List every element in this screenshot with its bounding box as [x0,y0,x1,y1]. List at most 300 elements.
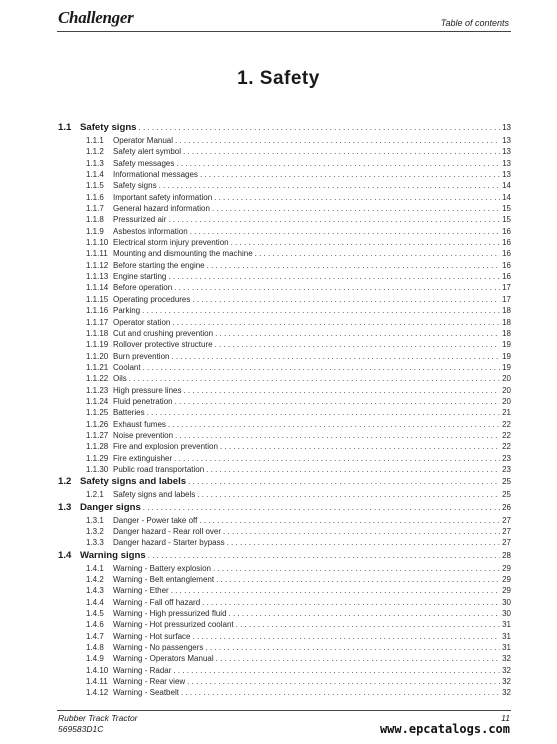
dot-leader [173,666,500,675]
dot-leader [183,147,500,156]
dot-leader [216,575,500,584]
toc-entry[interactable] [58,490,511,501]
toc-entry-label [86,215,166,224]
toc-entry-page: 29 [502,563,511,573]
toc-entry[interactable] [58,408,511,419]
dot-leader [199,516,500,525]
toc-entry-title: Parking [113,306,141,316]
toc-entry[interactable] [58,238,511,249]
toc-entry-page: 25 [502,490,511,500]
toc-entry-label [86,688,179,697]
toc-entry-number: 1.1.3 [86,158,104,168]
toc-entry-page: 30 [502,597,511,607]
toc-entry-number: 1.1.20 [86,351,109,361]
toc-entry-title: Fire and explosion prevention [113,442,218,452]
toc-entry-page: 31 [502,620,511,630]
dot-leader [187,677,500,686]
footer-document-info [58,713,138,735]
toc-entry-label [86,442,218,451]
toc-entry-label [86,340,213,349]
toc-entry[interactable] [58,564,511,575]
toc-entry-label [86,249,253,258]
toc-entry-number: 1.1.4 [86,170,104,180]
toc-entry[interactable] [58,215,511,226]
toc-entry-title: Noise prevention [113,430,174,440]
watermark-link[interactable]: www.epcatalogs.com [379,722,510,736]
toc-entry-page: 16 [502,249,511,259]
toc-entry[interactable] [58,527,511,538]
dot-leader [168,215,500,224]
toc-entry-title: Operating procedures [113,294,191,304]
toc-entry-page: 13 [502,170,511,180]
toc-entry-title: Electrical storm injury prevention [113,238,229,248]
toc-section[interactable] [58,550,511,564]
toc-entry-number: 1.4.11 [86,677,108,687]
toc-entry-number: 1.4.4 [86,597,104,607]
toc-entry-title: Safety signs and labels [113,490,196,500]
toc-entry-title: Engine starting [113,272,167,282]
toc-entry-number: 1.4.7 [86,631,104,641]
toc-entry-number: 1.1.24 [86,396,109,406]
toc-entry-page: 29 [502,586,511,596]
toc-section-page: 25 [502,477,511,487]
toc-entry-number: 1.2.1 [86,490,104,500]
toc-entry-title: Operator station [113,317,171,327]
toc-entry[interactable] [58,643,511,654]
toc-entry-page: 13 [502,158,511,168]
toc-entry-page: 19 [502,340,511,350]
toc-entry-title: Danger hazard - Rear roll over [113,527,222,536]
toc-entry-number: 1.1.28 [86,442,109,452]
toc-entry-number: 1.1.1 [86,136,104,145]
toc-entry-title: Warning - High pressurized fluid [113,609,227,619]
dot-leader [229,609,501,618]
toc-entry-number: 1.1.26 [86,419,109,429]
dot-leader [147,408,501,417]
toc-entry-number: 1.1.14 [86,283,109,293]
toc-entry-title: Mounting and dismounting the machine [113,249,253,259]
toc-entry-number: 1.1.21 [86,362,109,372]
challenger-logo: Challenger [58,8,134,27]
footer-title: Rubber Track Tractor [58,713,138,723]
toc-section-label [58,476,186,487]
dot-leader [143,363,501,372]
toc-entry-title: Safety alert symbol [113,147,182,157]
toc-entry-number: 1.4.10 [86,665,109,675]
dot-leader [190,227,500,236]
toc-entry-page: 18 [502,328,511,338]
toc-entry-title: Pressurized air [113,215,167,225]
toc-section-label [58,502,141,513]
toc-entry[interactable] [58,340,511,351]
toc-entry[interactable] [58,632,511,643]
toc-entry-label [86,564,211,573]
toc-entry-label [86,261,205,270]
toc-section-number: 1.3 [58,501,72,513]
toc-entry-title: Warning - Fall off hazard [113,597,201,607]
toc-entry-title: Safety messages [113,158,175,168]
toc-entry-title: Warning - Hot surface [113,631,191,641]
dot-leader [183,386,500,395]
toc-entry-page: 23 [502,464,511,474]
toc-entry-label [86,283,172,292]
dot-leader [197,490,500,499]
dot-leader [223,527,500,536]
toc-entry-page: 18 [502,317,511,327]
toc-entry-number: 1.4.12 [86,688,109,698]
toc-entry-title: Warning - Ether [113,586,169,596]
toc-entry-number: 1.1.7 [86,204,104,214]
toc-entry[interactable] [58,147,511,158]
dot-leader [227,538,500,547]
toc-entry-title: Before starting the engine [113,260,205,270]
toc-entry-page: 20 [502,374,511,384]
toc-entry-page: 22 [502,442,511,452]
toc-entry-number: 1.1.19 [86,340,109,350]
toc-entry-page: 31 [502,631,511,641]
toc-entry-number: 1.4.8 [86,643,104,653]
toc-entry-number: 1.1.2 [86,147,104,157]
toc-entry-page: 16 [502,226,511,236]
toc-entry-number: 1.3.2 [86,527,104,536]
toc-entry-page: 17 [502,283,511,293]
toc-entry-page: 20 [502,385,511,395]
toc-entry[interactable] [58,609,511,620]
dot-leader [216,654,500,663]
toc-entry-number: 1.1.9 [86,226,104,236]
toc-entry-number: 1.4.5 [86,609,104,619]
dot-leader [159,181,501,190]
table-of-contents [58,122,511,700]
toc-entry-page: 19 [502,351,511,361]
dot-leader [206,465,500,474]
dot-leader [214,193,500,202]
toc-entry[interactable] [58,227,511,238]
page-title: 1. Safety [237,68,320,89]
toc-section-number: 1.2 [58,476,72,488]
toc-entry[interactable] [58,170,511,181]
toc-entry-label [86,306,140,315]
toc-entry[interactable] [58,620,511,631]
toc-entry-page: 15 [502,215,511,225]
toc-entry-page: 18 [502,306,511,316]
toc-entry[interactable] [58,397,511,408]
toc-entry-page: 14 [502,192,511,202]
toc-entry-label [86,677,185,686]
toc-entry-page: 13 [502,147,511,157]
toc-entry-label [86,431,173,440]
toc-section[interactable] [58,476,511,490]
toc-section[interactable] [58,122,511,136]
toc-entry-label [86,632,191,641]
toc-entry-label [86,575,214,584]
toc-entry[interactable] [58,136,511,147]
toc-entry-title: Fire extinguisher [113,453,173,463]
toc-entry[interactable] [58,538,511,549]
toc-entry[interactable] [58,465,511,476]
toc-entry-page: 23 [502,453,511,463]
toc-section-page: 13 [502,123,511,132]
toc-entry-number: 1.1.10 [86,238,109,248]
toc-entry-number: 1.1.27 [86,430,109,440]
toc-entry-page: 27 [502,538,511,548]
toc-entry-number: 1.1.23 [86,385,109,395]
toc-entry-label [86,454,172,463]
dot-leader [205,643,500,652]
toc-entry[interactable] [58,688,511,699]
toc-entry-number: 1.1.13 [86,272,109,282]
toc-entry-title: Warning - Seatbelt [113,688,179,698]
dot-leader [207,261,500,270]
toc-section[interactable] [58,502,511,516]
toc-entry-page: 32 [502,665,511,675]
toc-entry-title: Important safety information [113,192,213,202]
toc-entry[interactable] [58,318,511,329]
toc-entry-label [86,586,169,595]
toc-entry-page: 21 [502,408,511,418]
toc-entry-number: 1.4.6 [86,620,104,630]
toc-entry[interactable] [58,329,511,340]
toc-entry-page: 20 [502,396,511,406]
toc-entry-page: 30 [502,609,511,619]
toc-entry-number: 1.1.22 [86,374,109,384]
toc-entry[interactable] [58,352,511,363]
toc-entry-title: Danger hazard - Starter bypass [113,538,225,548]
toc-entry[interactable] [58,677,511,688]
toc-entry-title: Warning - No passengers [113,643,204,653]
toc-entry-label [86,272,166,281]
toc-entry[interactable] [58,181,511,192]
toc-entry-label [86,397,173,406]
dot-leader [215,340,501,349]
toc-entry[interactable] [58,654,511,665]
toc-entry-label [86,181,157,190]
toc-entry-number: 1.3.3 [86,538,104,548]
toc-entry-label [86,420,166,429]
toc-entry-label [86,374,127,383]
toc-entry[interactable] [58,420,511,431]
toc-entry-page: 32 [502,654,511,664]
toc-entry-label [86,386,181,395]
dot-leader [175,397,501,406]
toc-section-title: Safety signs and labels [80,476,187,488]
toc-entry-label [86,136,173,145]
toc-entry-title: Rollover protective structure [113,340,213,350]
toc-entry-page: 22 [502,430,511,440]
dot-leader [215,329,500,338]
toc-entry[interactable] [58,374,511,385]
toc-section-title: Danger signs [80,501,141,513]
dot-leader [213,564,500,573]
toc-entry-page: 13 [502,136,511,145]
toc-entry-number: 1.1.25 [86,408,109,418]
toc-entry[interactable] [58,363,511,374]
toc-entry-number: 1.4.3 [86,586,104,596]
toc-entry-title: Asbestos information [113,226,188,236]
dot-leader [220,442,500,451]
toc-entry[interactable] [58,454,511,465]
toc-entry-page: 16 [502,238,511,248]
toc-entry[interactable] [58,306,511,317]
toc-entry[interactable] [58,442,511,453]
toc-entry-label [86,654,214,663]
dot-leader [175,431,500,440]
dot-leader [255,249,500,258]
toc-section-page: 28 [502,550,511,560]
toc-entry[interactable] [58,666,511,677]
toc-entry-title: Warning - Operators Manual [113,654,214,664]
toc-entry[interactable] [58,261,511,272]
toc-entry-title: Batteries [113,408,145,418]
toc-section-number: 1.1 [58,122,72,133]
toc-entry-page: 27 [502,527,511,536]
toc-entry[interactable] [58,598,511,609]
toc-entry[interactable] [58,204,511,215]
toc-entry-number: 1.1.8 [86,215,104,225]
toc-section-label [58,550,146,561]
toc-entry[interactable] [58,516,511,527]
toc-entry-label [86,620,234,629]
toc-entry-label [86,598,200,607]
dot-leader [181,688,500,697]
toc-entry-number: 1.1.5 [86,181,104,191]
toc-entry-page: 27 [502,515,511,525]
toc-entry-number: 1.1.12 [86,260,109,270]
toc-entry-number: 1.1.6 [86,192,104,202]
toc-entry-label [86,295,190,304]
toc-entry-label [86,538,225,547]
toc-entry-page: 31 [502,643,511,653]
toc-entry-label [86,147,181,156]
header-divider [57,31,511,32]
toc-entry-label [86,193,212,202]
toc-entry-number: 1.1.29 [86,453,109,463]
toc-entry-title: Exhaust fumes [113,419,166,429]
toc-entry-page: 16 [502,260,511,270]
toc-section-title: Safety signs [80,122,137,133]
footer-code: 569583D1C [58,724,104,734]
toc-entry-number: 1.4.9 [86,654,104,664]
toc-entry-title: Coolant [113,362,141,372]
dot-leader [172,318,500,327]
toc-entry-label [86,238,229,247]
dot-leader [171,352,500,361]
toc-entry[interactable] [58,295,511,306]
toc-entry-title: Cut and crushing prevention [113,328,214,338]
toc-entry[interactable] [58,159,511,170]
toc-entry-title: High pressure lines [113,385,182,395]
toc-entry-title: Oils [113,374,127,384]
toc-entry-page: 29 [502,575,511,585]
toc-section-title: Warning signs [80,549,146,561]
toc-entry-number: 1.1.18 [86,328,109,338]
toc-section-label [58,122,137,133]
dot-leader [168,420,500,429]
toc-entry-title: General hazard information [113,204,210,214]
toc-entry-title: Fluid penetration [113,396,173,406]
dot-leader [200,170,500,179]
toc-entry-title: Warning - Belt entanglement [113,575,215,585]
toc-entry-number: 1.1.30 [86,464,109,474]
toc-entry-title: Before operation [113,283,173,293]
toc-entry-label [86,329,213,338]
toc-entry-label [86,465,204,474]
dot-leader [175,136,500,145]
toc-entry-number: 1.4.2 [86,575,104,585]
toc-entry-label [86,527,221,536]
toc-entry-label [86,352,169,361]
dot-leader [148,551,500,560]
toc-entry[interactable] [58,386,511,397]
toc-entry[interactable] [58,283,511,294]
toc-entry[interactable] [58,575,511,586]
toc-entry-label [86,159,174,168]
toc-entry-page: 19 [502,362,511,372]
toc-entry-label [86,516,197,525]
dot-leader [192,295,500,304]
toc-entry-label [86,643,203,652]
toc-entry-label [86,170,198,179]
toc-entry-page: 22 [502,419,511,429]
dot-leader [174,454,500,463]
toc-entry-label [86,666,171,675]
toc-entry-number: 1.3.1 [86,515,104,525]
toc-entry-number: 1.1.11 [86,249,108,259]
toc-entry-page: 32 [502,677,511,687]
toc-entry-page: 17 [502,294,511,304]
toc-entry-number: 1.1.15 [86,294,109,304]
dot-leader [188,477,500,486]
toc-entry[interactable] [58,193,511,204]
toc-entry-number: 1.4.1 [86,563,104,573]
toc-entry-page: 16 [502,272,511,282]
toc-entry-label [86,609,227,618]
toc-entry-title: Warning - Radar [113,665,172,675]
toc-entry-title: Public road transportation [113,464,205,474]
dot-leader [212,204,500,213]
toc-entry[interactable] [58,272,511,283]
toc-entry-label [86,408,145,417]
toc-entry-title: Informational messages [113,170,198,180]
dot-leader [176,159,500,168]
toc-entry-number: 1.1.16 [86,306,109,316]
toc-entry-title: Burn prevention [113,351,170,361]
toc-entry-page: 32 [502,688,511,698]
toc-section-page: 26 [502,502,511,512]
header-section-title: Table of contents [440,18,509,28]
dot-leader [168,272,500,281]
toc-entry-title: Warning - Battery explosion [113,563,211,573]
toc-entry-title: Safety signs [113,181,157,191]
dot-leader [202,598,500,607]
toc-entry[interactable] [58,431,511,442]
toc-entry-title: Warning - Rear view [113,677,186,687]
toc-section-number: 1.4 [58,549,72,561]
toc-entry-number: 1.1.17 [86,317,109,327]
dot-leader [171,586,500,595]
dot-leader [129,374,500,383]
toc-entry-title: Danger - Power take off [113,515,198,525]
toc-entry-label [86,363,141,372]
toc-entry[interactable] [58,249,511,260]
toc-entry-label [86,227,188,236]
dot-leader [236,620,500,629]
dot-leader [142,306,500,315]
toc-entry-title: Operator Manual [113,136,174,145]
toc-entry-label [86,204,210,213]
toc-entry[interactable] [58,586,511,597]
dot-leader [193,632,501,641]
